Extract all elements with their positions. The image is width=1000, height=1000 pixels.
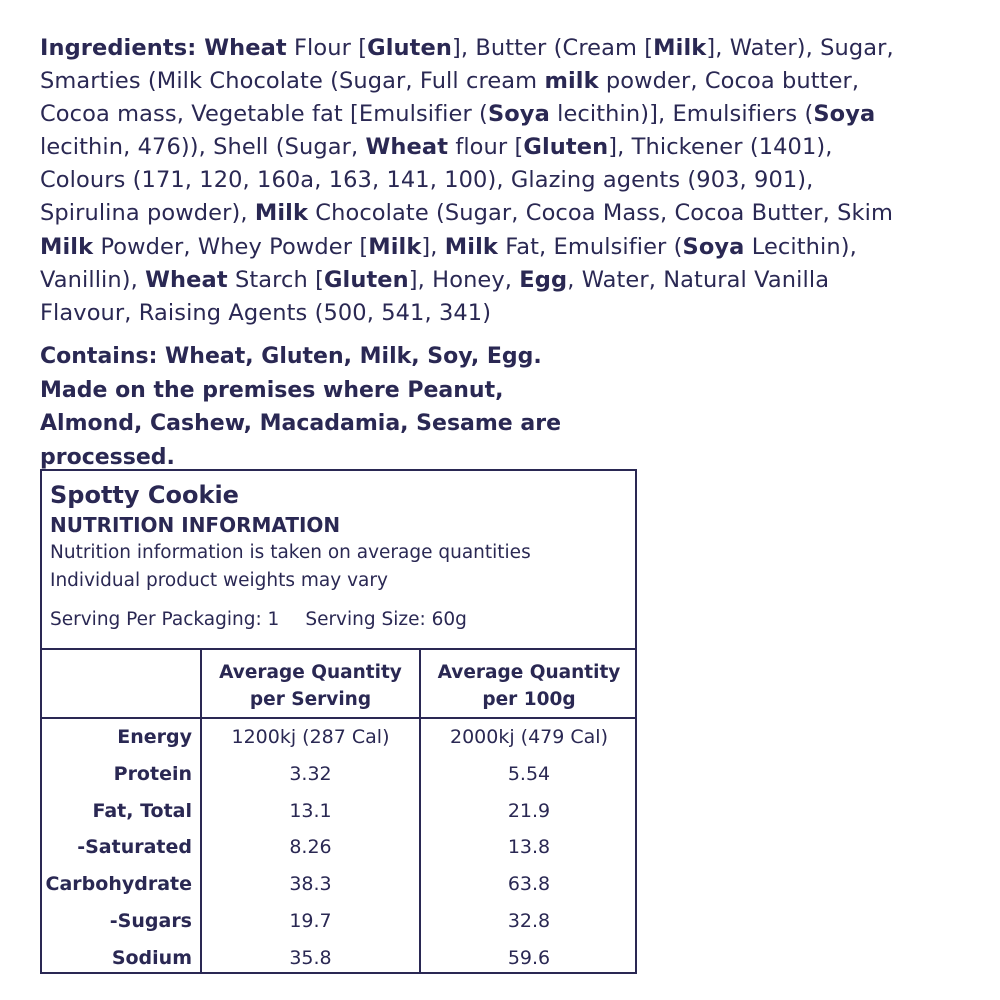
ingredient-text: lecithin)], Emulsifiers ( bbox=[549, 101, 814, 128]
ingredient-text: ], Water), Sugar, Smarties (Milk Chocolate (Sugar, Full cream bbox=[40, 35, 894, 95]
ingredient-text: Starch [ bbox=[227, 266, 324, 293]
value-per-100g: 2000kj (479 Cal) bbox=[450, 726, 608, 748]
ingredient-text: ], bbox=[421, 233, 445, 260]
nutrient-label: Fat, Total bbox=[92, 799, 192, 822]
value-per-serving: 38.3 bbox=[289, 873, 332, 896]
ingredient-highlight: Egg bbox=[519, 266, 568, 293]
column-header-per-100g-line-2: per 100g bbox=[482, 689, 576, 710]
servings-per-pack: Serving Per Packaging: 1 bbox=[50, 609, 280, 630]
value-per-100g: 32.8 bbox=[507, 910, 551, 932]
ingredient-text: ], Thickener (1401), Colours (171, 120, 160a, 163, 141, 100), Glazing agents (903, 901), Spirulina powder), bbox=[40, 134, 833, 227]
nutrient-label: Sodium bbox=[111, 946, 192, 969]
product-name: Spotty Cookie bbox=[50, 481, 239, 509]
ingredient-highlight: Milk bbox=[653, 35, 707, 61]
column-header-per-serving-line-1: Average Quantity bbox=[219, 662, 402, 683]
ingredient-text: Fat, Emulsifier ( bbox=[497, 233, 683, 260]
serving-info bbox=[50, 606, 630, 634]
nutrient-row bbox=[42, 903, 635, 940]
ingredient-highlight: Milk bbox=[40, 233, 94, 260]
nutrient-row bbox=[42, 756, 635, 793]
contains-line: Contains: Wheat, Gluten, Milk, Soy, Egg. bbox=[40, 344, 542, 369]
nutrient-row bbox=[42, 793, 635, 830]
panel-header bbox=[50, 479, 630, 634]
ingredient-highlight: Soya bbox=[813, 101, 876, 128]
value-per-100g: 63.8 bbox=[507, 873, 551, 896]
nutrient-row bbox=[42, 940, 635, 977]
ingredient-text: Flour [ bbox=[286, 35, 368, 61]
serving-size: Serving Size: 60g bbox=[305, 609, 467, 630]
ingredients-paragraph bbox=[40, 32, 920, 330]
ingredient-text: flour [ bbox=[448, 134, 524, 161]
value-per-serving: 35.8 bbox=[289, 946, 332, 969]
ingredient-text: ], Honey, bbox=[408, 266, 520, 293]
value-per-100g: 5.54 bbox=[507, 762, 551, 785]
ingredient-highlight: Wheat bbox=[145, 266, 228, 293]
column-header-per-100g-line-1: Average Quantity bbox=[437, 662, 621, 683]
premises-line: Made on the premises where Peanut, Almond, Cashew, Macadamia, Sesame are processed. bbox=[40, 377, 562, 470]
ingredient-text: , Water, Natural Vanilla Flavour, Raising Agents (500, 541, 341) bbox=[40, 266, 830, 326]
value-per-serving: 3.32 bbox=[289, 762, 332, 785]
ingredient-text: lecithin, 476)), Shell (Sugar, bbox=[40, 134, 366, 161]
ingredient-text: Powder, Whey Powder [ bbox=[93, 233, 369, 260]
nutrient-label: Carbohydrate bbox=[45, 873, 192, 896]
nutrition-heading: NUTRITION INFORMATION bbox=[50, 513, 341, 537]
column-header-per-serving-line-2: per Serving bbox=[249, 689, 372, 710]
ingredient-text: Chocolate (Sugar, Cocoa Mass, Cocoa Butter, Skim bbox=[308, 200, 894, 227]
value-per-100g: 59.6 bbox=[507, 946, 551, 969]
ingredient-highlight: milk bbox=[544, 68, 599, 95]
ingredient-text: Lecithin), Vanillin), bbox=[40, 233, 857, 293]
nutrition-panel bbox=[40, 469, 637, 974]
allergen-statement bbox=[40, 340, 800, 474]
ingredient-highlight: Gluten bbox=[323, 266, 409, 293]
ingredient-highlight: Milk bbox=[254, 200, 309, 227]
ingredient-highlight: Soya bbox=[682, 233, 745, 260]
ingredient-highlight: Ingredients: Wheat bbox=[40, 35, 287, 61]
value-per-100g: 13.8 bbox=[507, 836, 551, 859]
value-per-100g: 21.9 bbox=[507, 799, 551, 822]
nutrition-note-1: Nutrition information is taken on average quantities bbox=[50, 542, 531, 563]
nutrient-label: -Saturated bbox=[77, 836, 192, 859]
ingredient-text: ], Butter (Cream [ bbox=[451, 35, 654, 61]
value-per-serving: 8.26 bbox=[289, 836, 332, 859]
ingredient-highlight: Gluten bbox=[523, 134, 609, 161]
ingredient-highlight: Wheat bbox=[365, 134, 449, 161]
nutrient-label: Energy bbox=[117, 726, 192, 748]
value-per-serving: 1200kj (287 Cal) bbox=[231, 726, 390, 748]
value-per-serving: 13.1 bbox=[289, 799, 332, 822]
ingredient-highlight: Gluten bbox=[367, 35, 452, 61]
ingredient-highlight: Milk bbox=[444, 233, 498, 260]
nutrient-row bbox=[42, 866, 635, 903]
ingredient-text: powder, Cocoa butter, Cocoa mass, Vegetable fat [Emulsifier ( bbox=[40, 68, 860, 128]
nutrition-note-2: Individual product weights may vary bbox=[50, 570, 388, 591]
column-header-per-100g bbox=[421, 659, 637, 713]
ingredient-highlight: Soya bbox=[487, 101, 550, 128]
column-header-per-serving bbox=[202, 659, 419, 713]
nutrient-row bbox=[42, 719, 635, 756]
nutrient-label: -Sugars bbox=[109, 910, 192, 932]
nutrient-row bbox=[42, 829, 635, 866]
ingredient-highlight: Milk bbox=[368, 233, 422, 260]
table-top-divider bbox=[42, 648, 635, 650]
value-per-serving: 19.7 bbox=[289, 910, 332, 932]
nutrient-label: Protein bbox=[113, 762, 192, 785]
